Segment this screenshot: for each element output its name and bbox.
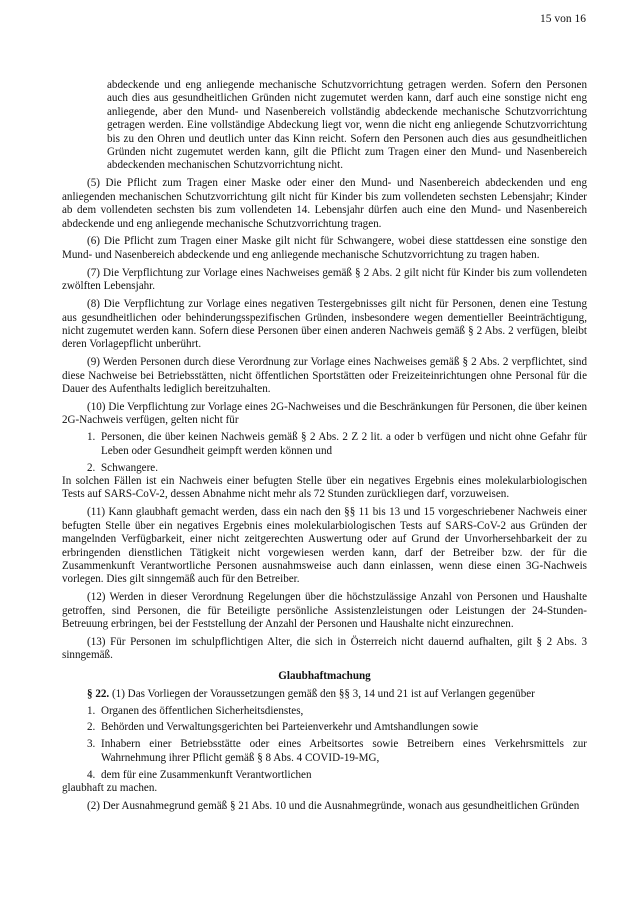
- list-item-text: Personen, die über keinen Nachweis gemäß § 2 Abs. 2 Z 2 lit. a oder b verfügen und nicht ohne Gefahr für Leben oder Gesundheit geimpft werden können und: [101, 431, 587, 457]
- list-item: [87, 431, 587, 458]
- paragraph-8: (8) Die Verpflichtung zur Vorlage eines negativen Testergebnisses gilt nicht für Personen, denen eine Testung aus gesundheitlichen oder behinderungsspezifischen Gründen, insbesondere wegen dementieller Beeinträchtigung, nicht zugemutet werden kann. Sofern diese Personen über einen anderen Nachweis gemäß § 2 Abs. 2 verfügen, bleibt deren Vorlagepflicht unberührt.: [62, 298, 587, 351]
- list-item: [87, 738, 587, 765]
- list-item-text: Behörden und Verwaltungsgerichten bei Parteienverkehr und Amtshandlungen sowie: [101, 721, 479, 734]
- paragraph-9: (9) Werden Personen durch diese Verordnung zur Vorlage eines Nachweises gemäß § 2 Abs. 2 verpflichtet, sind diese Nachweise bei Betriebsstätten, nicht öffentlichen Sportstätten oder Freizeiteinrichtungen ohne Personal für die Dauer des Aufenthalts lediglich bereitzuhalten.: [62, 356, 587, 396]
- list-item-number: 2.: [87, 721, 96, 734]
- section-22-intro: (1) Das Vorliegen der Voraussetzungen gemäß den §§ 3, 14 und 21 ist auf Verlangen gegenüber: [111, 687, 535, 700]
- section-22-tail: glaubhaft zu machen.: [62, 782, 158, 795]
- paragraph-10: (10) Die Verpflichtung zur Vorlage eines 2G-Nachweises und die Beschränkungen für Personen, die über keinen 2G-Nachweis verfügen, gelten nicht für: [62, 400, 587, 427]
- paragraph-11: (11) Kann glaubhaft gemacht werden, dass ein nach den §§ 11 bis 13 und 15 vorgeschriebener Nachweis einer befugten Stelle über ein negatives Ergebnis eines molekularbiologischen Tests auf SARS-CoV-2 aus Gründen der mangelnden Verfügbarkeit, einer nicht zeitgerechten Auswertung oder auf Grund der Unvorhersehbarkeit der zu erbringenden dienstlichen Tätigkeit nicht vorgewiesen werden kann, darf der Betreiber bzw. der für die Zusammenkunft Verantwortliche Personen ausnahmsweise auch dann einlassen, wenn diese einen 3G-Nachweis vorlegen. Dies gilt sinngemäß auch für den Betreiber.: [62, 506, 587, 586]
- list-item: [87, 721, 587, 734]
- paragraph-12: (12) Werden in dieser Verordnung Regelungen über die höchstzulässige Anzahl von Personen und Haushalte getroffen, sind Personen, die für Beteiligte persönliche Assistenzleistungen oder Leistungen der 24-Stunden-Betreuung erbringen, bei der Feststellung der Anzahl der Personen und Haushalte nicht einzurechnen.: [62, 591, 587, 631]
- paragraph-13: (13) Für Personen im schulpflichtigen Alter, die sich in Österreich nicht dauernd aufhalten, gilt § 2 Abs. 3 sinngemäß.: [62, 635, 587, 662]
- list-item-text: Organen des öffentlichen Sicherheitsdienstes,: [101, 704, 304, 717]
- list-item-number: 4.: [87, 768, 96, 781]
- list-item: [87, 705, 587, 718]
- list-item: [87, 769, 587, 782]
- list-item-number: 2.: [87, 461, 96, 474]
- continuation-paragraph: abdeckende und eng anliegende mechanische Schutzvorrichtung getragen werden. Sofern den Personen auch dies aus gesundheitlichen Gründen nicht zugemutet werden kann, darf auch eine sonstige nicht eng anliegende, aber den Mund- und Nasenbereich vollständig abdeckende mechanische Schutzvorrichtung getragen werden. Eine vollständige Abdeckung liegt vor, wenn die nicht eng anliegende Schutzvorrichtung bis zu den Ohren und deutlich unter das Kinn reicht. Sofern den Personen auch dies aus gesundheitlichen Gründen nicht zugemutet werden kann, gilt die Pflicht zum Tragen einer den Mund- und Nasenbereich abdeckenden mechanischen Schutzvorrichtung nicht.: [107, 79, 587, 172]
- list-item-number: 1.: [87, 431, 96, 444]
- section-22-paragraph-1: [62, 688, 587, 701]
- section-22-paragraph-2: (2) Der Ausnahmegrund gemäß § 21 Abs. 10 und die Ausnahmegründe, wonach aus gesundheitlichen Gründen: [87, 800, 580, 812]
- paragraph-10-tail: In solchen Fällen ist ein Nachweis einer befugten Stelle über ein negatives Ergebnis eines molekularbiologischen Tests auf SARS-CoV-2, dessen Abnahme nicht mehr als 72 Stunden zurückliegen darf, vorzuweisen.: [62, 474, 587, 501]
- list-item-number: 1.: [87, 704, 96, 717]
- list-item-text: Inhabern einer Betriebsstätte oder eines Arbeitsortes sowie Betreibern eines Verkehrsmittels zur Wahrnehmung ihrer Pflicht gemäß § 8 Abs. 4 COVID-19-MG,: [101, 738, 587, 764]
- list-item: [87, 462, 587, 475]
- list-item-text: dem für eine Zusammenkunft Verantwortlichen: [101, 768, 312, 781]
- document-body: [62, 79, 587, 813]
- section-heading: Glaubhaftmachung: [278, 669, 371, 682]
- paragraph-6: (6) Die Pflicht zum Tragen einer Maske gilt nicht für Schwangere, wobei diese stattdessen eine sonstige den Mund- und Nasenbereich abdeckende und eng anliegende mechanische Schutzvorrichtung zu tragen haben.: [62, 235, 587, 261]
- paragraph-5: (5) Die Pflicht zum Tragen einer Maske oder einer den Mund- und Nasenbereich abdeckenden und eng anliegenden mechanischen Schutzvorrichtung gilt nicht für Kinder bis zum vollendeten sechsten Lebensjahr; Kinder ab dem vollendeten sechsten bis zum vollendeten 14. Lebensjahr dürfen auch eine den Mund- und Nasenbereich abdeckende und eng anliegende mechanische Schutzvorrichtung tragen.: [62, 177, 587, 230]
- list-item-number: 3.: [87, 738, 96, 751]
- page-number: 15 von 16: [540, 13, 586, 25]
- paragraph-7: (7) Die Verpflichtung zur Vorlage eines Nachweises gemäß § 2 Abs. 2 gilt nicht für Kinder bis zum vollendeten zwölften Lebensjahr.: [62, 266, 587, 293]
- list-item-text: Schwangere.: [101, 461, 158, 474]
- section-mark: § 22.: [87, 687, 110, 700]
